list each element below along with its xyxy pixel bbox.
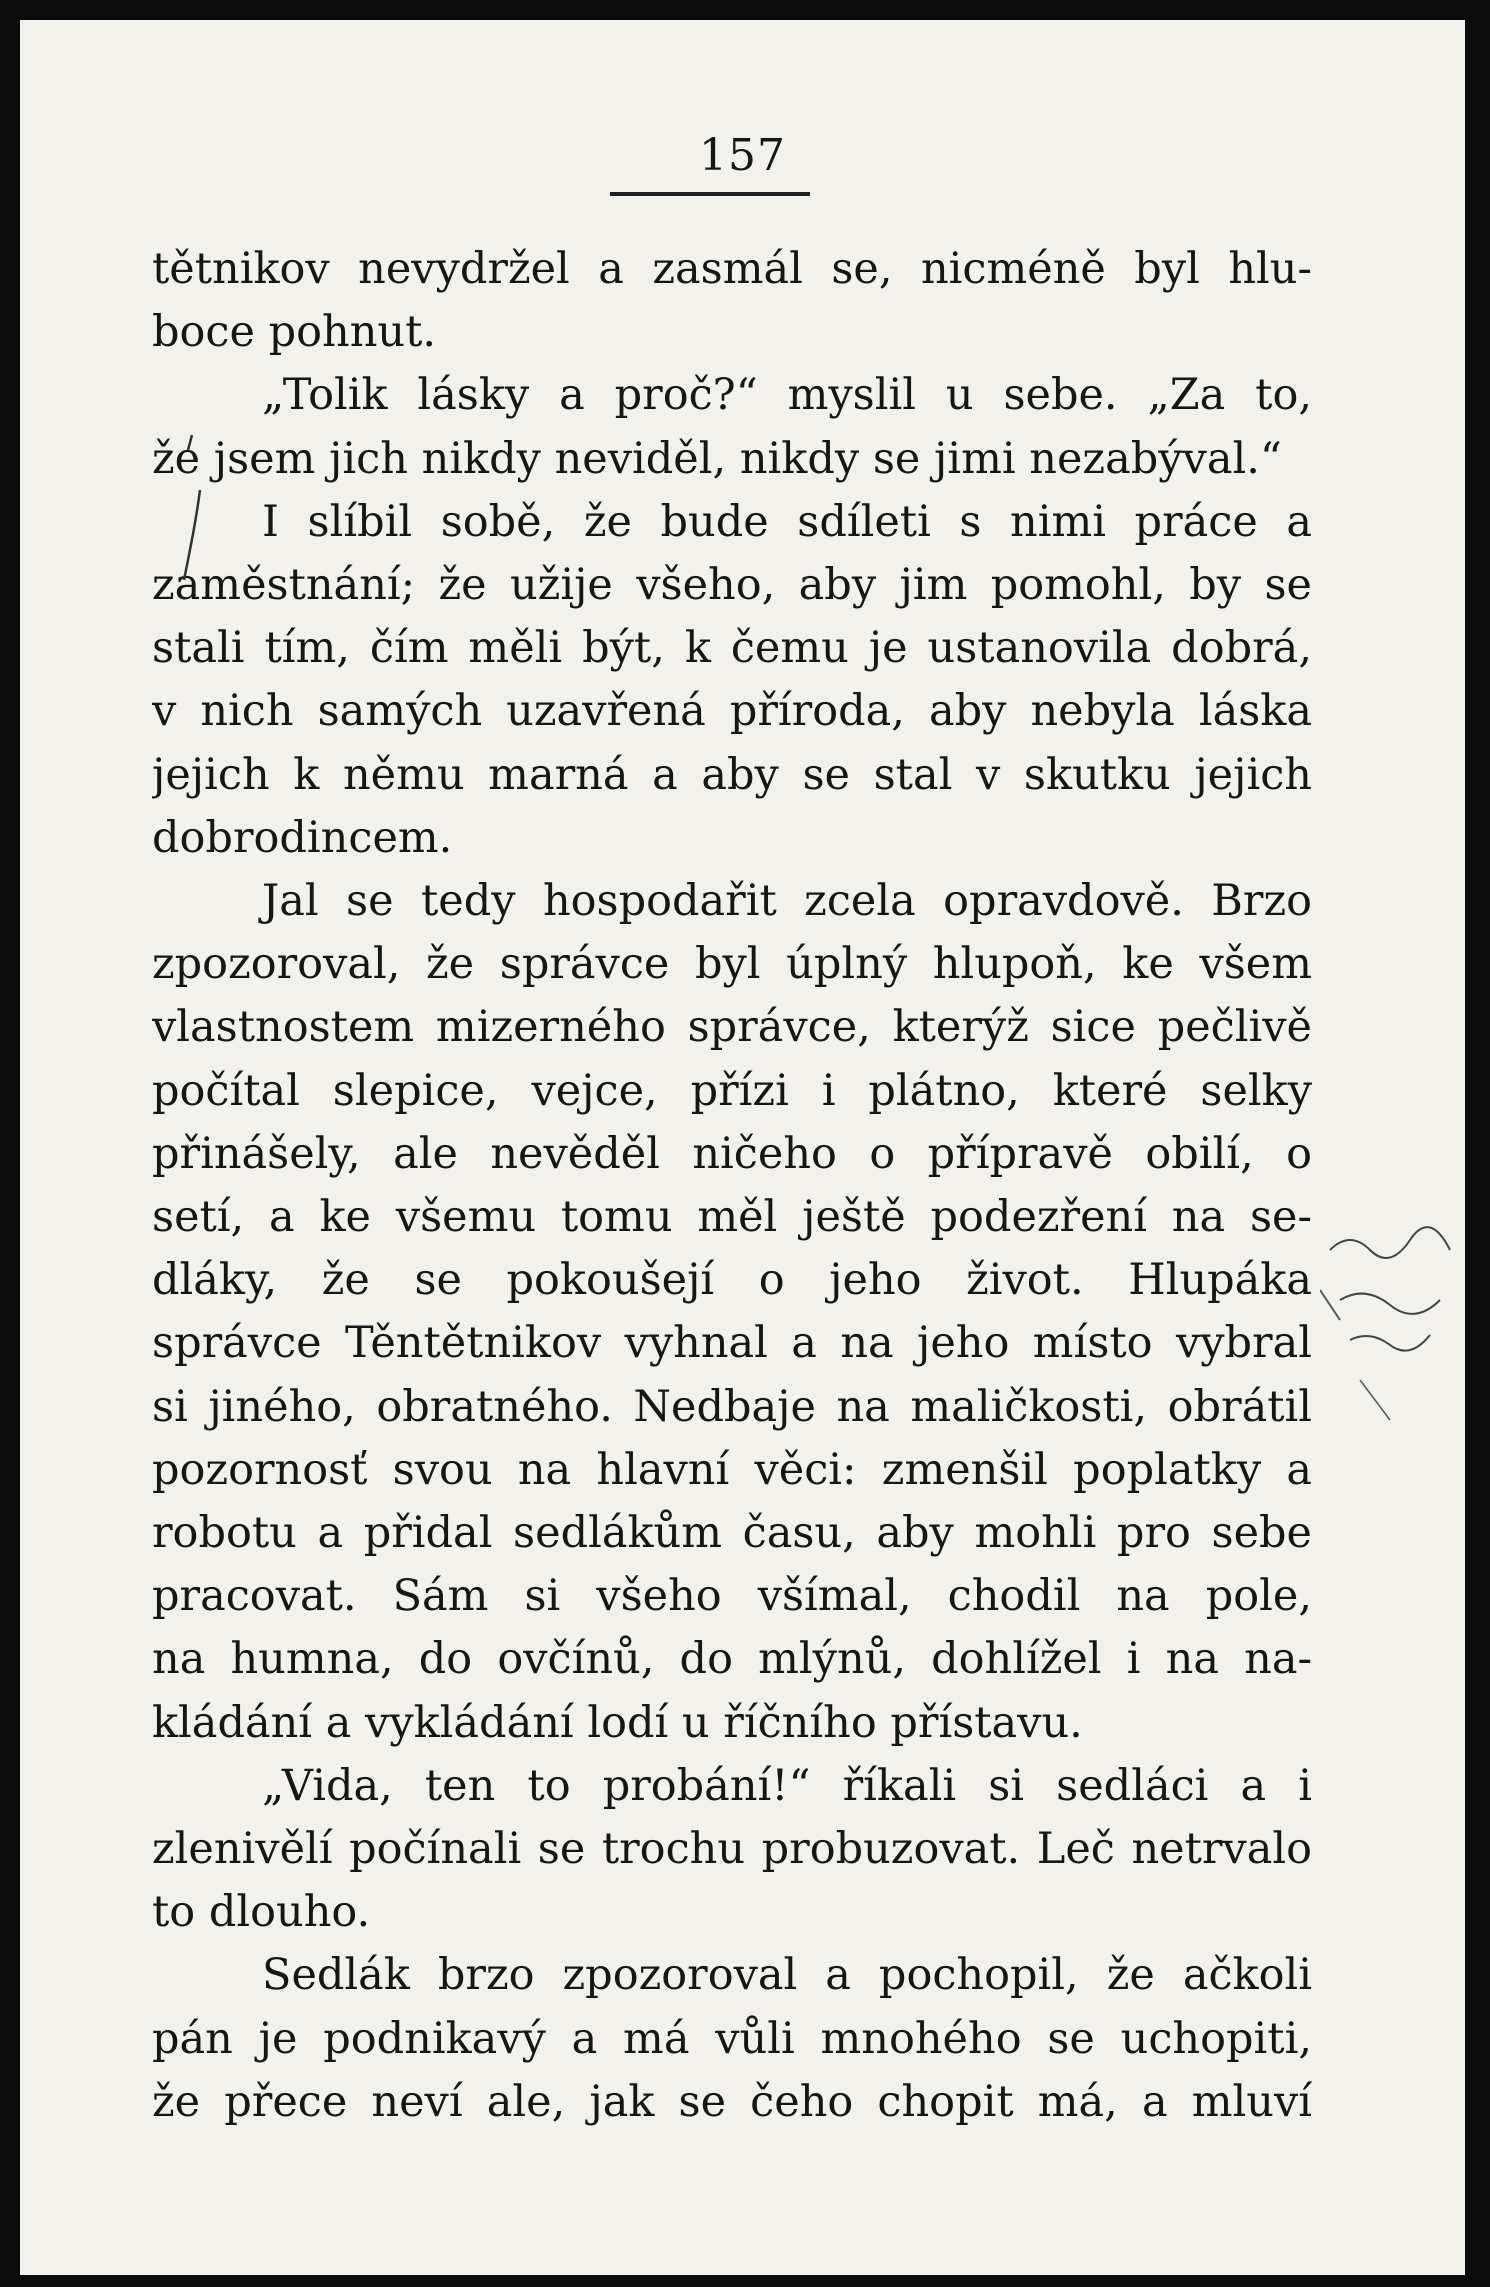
text-line: počítal slepice, vejce, přízi i plátno, které selky [152, 1065, 1312, 1116]
text-line: si jiného, obratného. Nedbaje na maličkosti, obrátil [152, 1381, 1312, 1432]
body-text [152, 238, 1312, 2134]
text-line: „Vida, ten to probání!“ říkali si sedláci a i [262, 1760, 1312, 1811]
text-line: zlenivělí počínali se trochu probuzovat. Leč netrvalo [152, 1824, 1312, 1875]
text-line: dobrodincem. [152, 812, 453, 863]
book-page [20, 20, 1465, 2275]
text-line: jejich k němu marná a aby se stal v skutku jejich [152, 749, 1312, 800]
text-line: stali tím, čím měli být, k čemu je ustanovila dobrá, [152, 623, 1312, 674]
text-line: boce pohnut. [152, 307, 437, 358]
text-line: Sedlák brzo zpozoroval a pochopil, že ačkoli [262, 1950, 1312, 2001]
header-rule [610, 192, 810, 196]
text-line: to dlouho. [152, 1887, 371, 1938]
text-line: setí, a ke všemu tomu měl ještě podezření na se- [152, 1192, 1312, 1243]
text-line: kládání a vykládání lodí u říčního přístavu. [152, 1697, 1083, 1748]
text-line: že přece neví ale, jak se čeho chopit má, a mluví [152, 2076, 1312, 2127]
text-line: dláky, že se pokoušejí o jeho život. Hlupáka [152, 1255, 1312, 1306]
text-line: robotu a přidal sedlákům času, aby mohli pro sebe [152, 1508, 1312, 1559]
text-line: správce Těntětnikov vyhnal a na jeho místo vybral [152, 1318, 1312, 1369]
text-line: I slíbil sobě, že bude sdíleti s nimi práce a [262, 496, 1312, 547]
text-line: pracovat. Sám si všeho všímal, chodil na pole, [152, 1571, 1312, 1622]
text-line: tětnikov nevydržel a zasmál se, nicméně byl hlu- [152, 244, 1312, 294]
text-line: pán je podnikavý a má vůli mnohého se uchopiti, [152, 2013, 1312, 2064]
text-line: zaměstnání; že užije všeho, aby jim pomohl, by se [152, 560, 1312, 611]
handwritten-margin-scribble [1320, 1190, 1460, 1450]
text-line: že jsem jich nikdy neviděl, nikdy se jimi nezabýval.“ [152, 433, 1282, 484]
page-number: 157 [699, 130, 786, 181]
text-line: vlastnostem mizerného správce, kterýž sice pečlivě [152, 1002, 1312, 1053]
text-line: v nich samých uzavřená příroda, aby nebyla láska [152, 686, 1312, 737]
text-line: na humna, do ovčínů, do mlýnů, dohlížel i na na- [152, 1634, 1312, 1685]
text-line: pozornosť svou na hlavní věci: zmenšil poplatky a [152, 1444, 1312, 1495]
text-line: zpozoroval, že správce byl úplný hlupoň, ke všem [152, 939, 1312, 990]
text-line: „Tolik lásky a proč?“ myslil u sebe. „Za to, [262, 370, 1312, 421]
handwritten-bracket-mark [170, 430, 210, 600]
text-line: přinášely, ale nevěděl ničeho o přípravě obilí, o [152, 1128, 1312, 1179]
text-line: Jal se tedy hospodařit zcela opravdově. Brzo [262, 876, 1312, 927]
